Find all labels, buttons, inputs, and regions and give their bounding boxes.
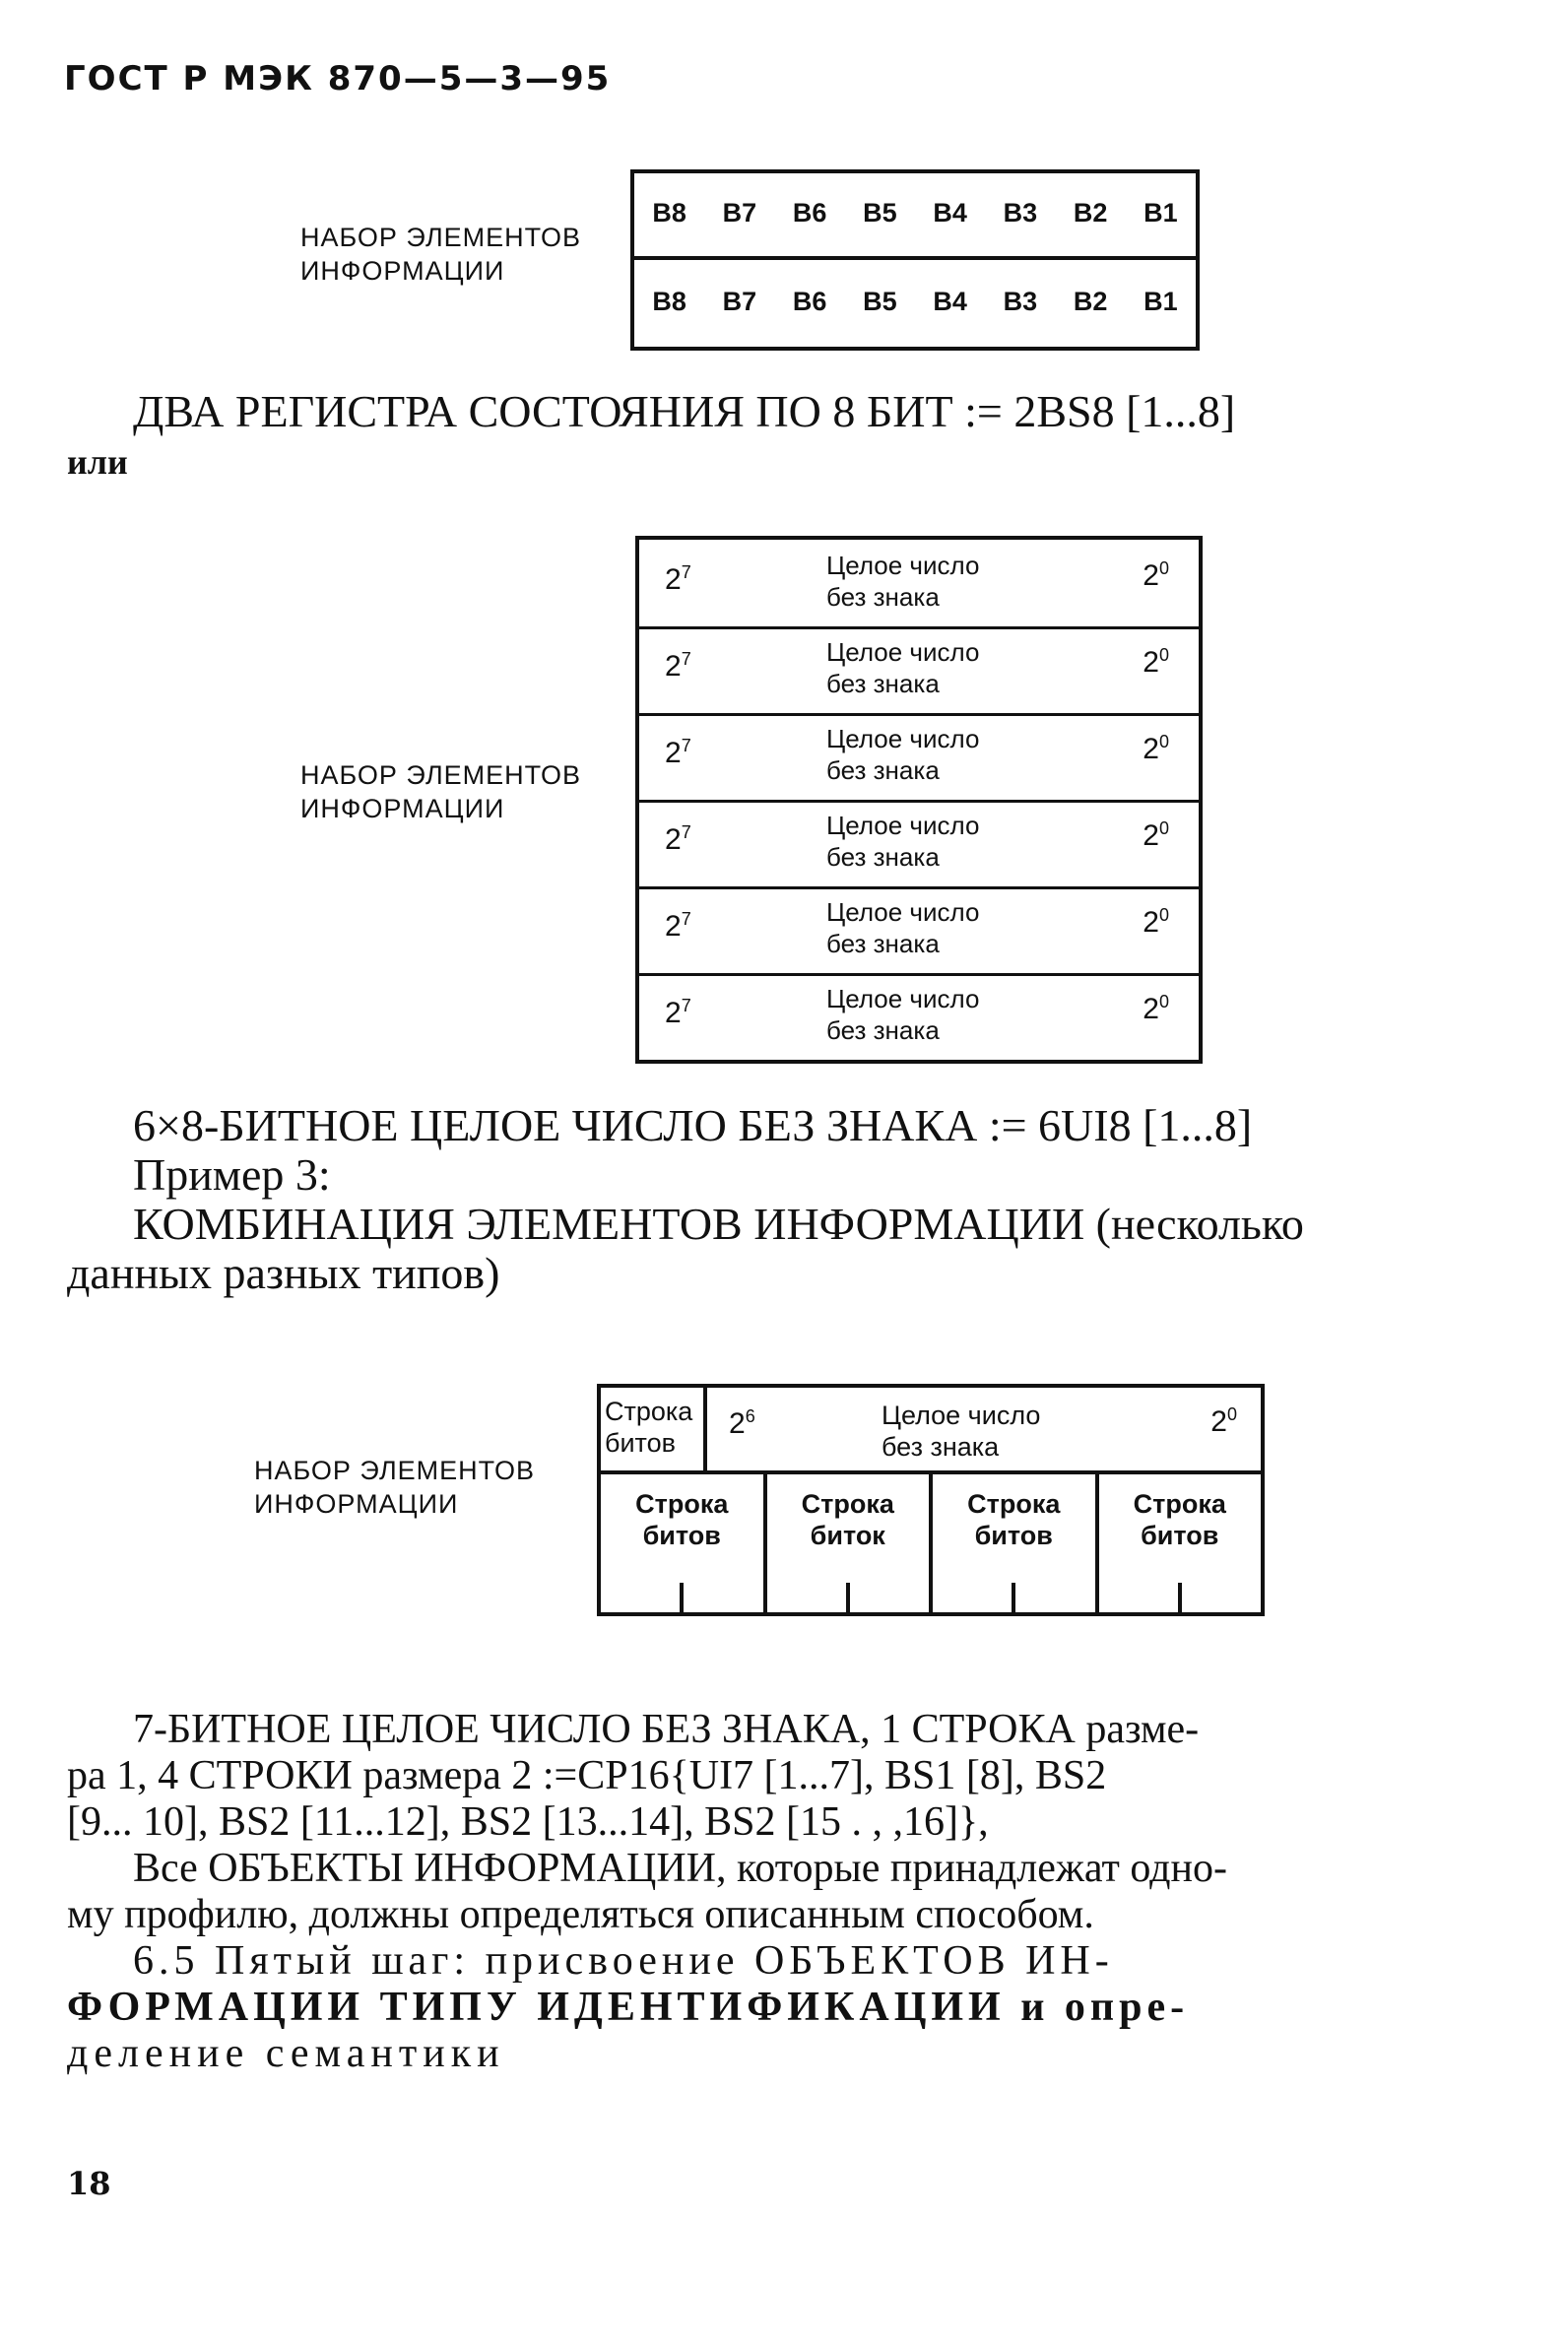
page-number: 18 [67, 2165, 111, 2202]
uint-cell: $2^7$ Целое число без знака $2^0$ [639, 626, 1199, 716]
diagram2-label-line2: ИНФОРМАЦИИ [300, 794, 505, 823]
diagram1-caption: ДВА РЕГИСТРА СОСТОЯНИЯ ПО 8 БИТ := 2BS8 [1...8] [133, 386, 1236, 436]
example-line1: КОМБИНАЦИЯ ЭЛЕМЕНТОВ ИНФОРМАЦИИ (несколько [133, 1199, 1304, 1249]
uint-cell: $2^7$ Целое число без знака $2^0$ [639, 886, 1199, 976]
unsigned-int-diagram [635, 536, 1203, 1064]
para1-line1: 7-БИТНОЕ ЦЕЛОЕ ЧИСЛО БЕЗ ЗНАКА, 1 СТРОКА разме- [133, 1707, 1200, 1752]
example-title: Пример 3: [133, 1149, 331, 1200]
bit-cell: B5 [863, 286, 897, 316]
para2-line1: Все ОБЪЕКТЫ ИНФОРМАЦИИ, которые принадлежат одно- [133, 1846, 1227, 1891]
bit-cell: B1 [1143, 197, 1178, 228]
bit-cell: B4 [933, 197, 967, 228]
bit-cell: B3 [1003, 286, 1038, 316]
register-row-2 [634, 262, 1196, 341]
or-word: или [67, 442, 128, 482]
diagram3-label [254, 1454, 535, 1521]
bit-cell: B8 [652, 286, 686, 316]
para3-line1: 6.5 Пятый шаг: присвоение ОБЪЕКТОВ ИН- [133, 1938, 1114, 1984]
bit-cell: B7 [722, 197, 757, 228]
diagram1-label [300, 221, 581, 288]
para3-line3: деление семантики [67, 2031, 505, 2076]
diagram2-caption: 6×8-БИТНОЕ ЦЕЛОЕ ЧИСЛО БЕЗ ЗНАКА := 6UI8 [1...8] [133, 1100, 1253, 1150]
diagram3-label-line1: НАБОР ЭЛЕМЕНТОВ [254, 1456, 535, 1485]
bit-string-cell: Строка битов [601, 1474, 767, 1612]
register-divider [634, 256, 1196, 260]
status-register-diagram [630, 169, 1200, 351]
para1-line3: [9... 10], BS2 [11...12], BS2 [13...14], BS2 [15 . , ,16]}, [67, 1799, 989, 1845]
bit-cell: B5 [863, 197, 897, 228]
bit-cell: B3 [1003, 197, 1038, 228]
diagram2-label-line1: НАБОР ЭЛЕМЕНТОВ [300, 760, 581, 790]
para2-line2: му профилю, должны определяться описанным способом. [67, 1892, 1094, 1937]
diagram3-label-line2: ИНФОРМАЦИИ [254, 1489, 459, 1519]
uint-cell: $2^7$ Целое число без знака $2^0$ [639, 800, 1199, 889]
bit-string-cell: Строка битов [601, 1388, 707, 1470]
diagram2-label [300, 758, 581, 825]
combination-top-row: Строка битов $2^6$ Целое число без знака $2^0$ [601, 1388, 1261, 1474]
bit-cell: B7 [722, 286, 757, 316]
bit-cell: B6 [792, 286, 827, 316]
uint-cell: $2^7$ Целое число без знака $2^0$ [639, 713, 1199, 803]
bit-cell: B8 [652, 197, 686, 228]
combination-diagram [597, 1384, 1265, 1616]
page-header: ГОСТ Р МЭК 870—5—3—95 [64, 59, 612, 98]
bit-cell: B6 [792, 197, 827, 228]
diagram1-label-line1: НАБОР ЭЛЕМЕНТОВ [300, 223, 581, 252]
uint-cell: $2^7$ Целое число без знака $2^0$ [639, 540, 1199, 629]
register-row-1 [634, 173, 1196, 252]
para1-line2: ра 1, 4 СТРОКИ размера 2 :=CP16{UI7 [1...7], BS1 [8], BS2 [67, 1753, 1107, 1798]
diagram1-label-line2: ИНФОРМАЦИИ [300, 256, 505, 286]
bit-string-cell: Строка битов [933, 1474, 1099, 1612]
bit-cell: B1 [1143, 286, 1178, 316]
example-line2: данных разных типов) [67, 1248, 500, 1298]
combination-bottom-row [601, 1474, 1261, 1612]
bit-cell: B2 [1073, 286, 1108, 316]
bit-cell: B2 [1073, 197, 1108, 228]
bit-cell: B4 [933, 286, 967, 316]
uint-cell: $2^7$ Целое число без знака $2^0$ [665, 984, 1169, 1045]
bit-string-cell: Строка битов [1099, 1474, 1262, 1612]
bit-string-cell: Строка биток [767, 1474, 934, 1612]
para3-line2: ФОРМАЦИИ ТИПУ ИДЕНТИФИКАЦИИ и опре- [67, 1985, 1190, 2030]
